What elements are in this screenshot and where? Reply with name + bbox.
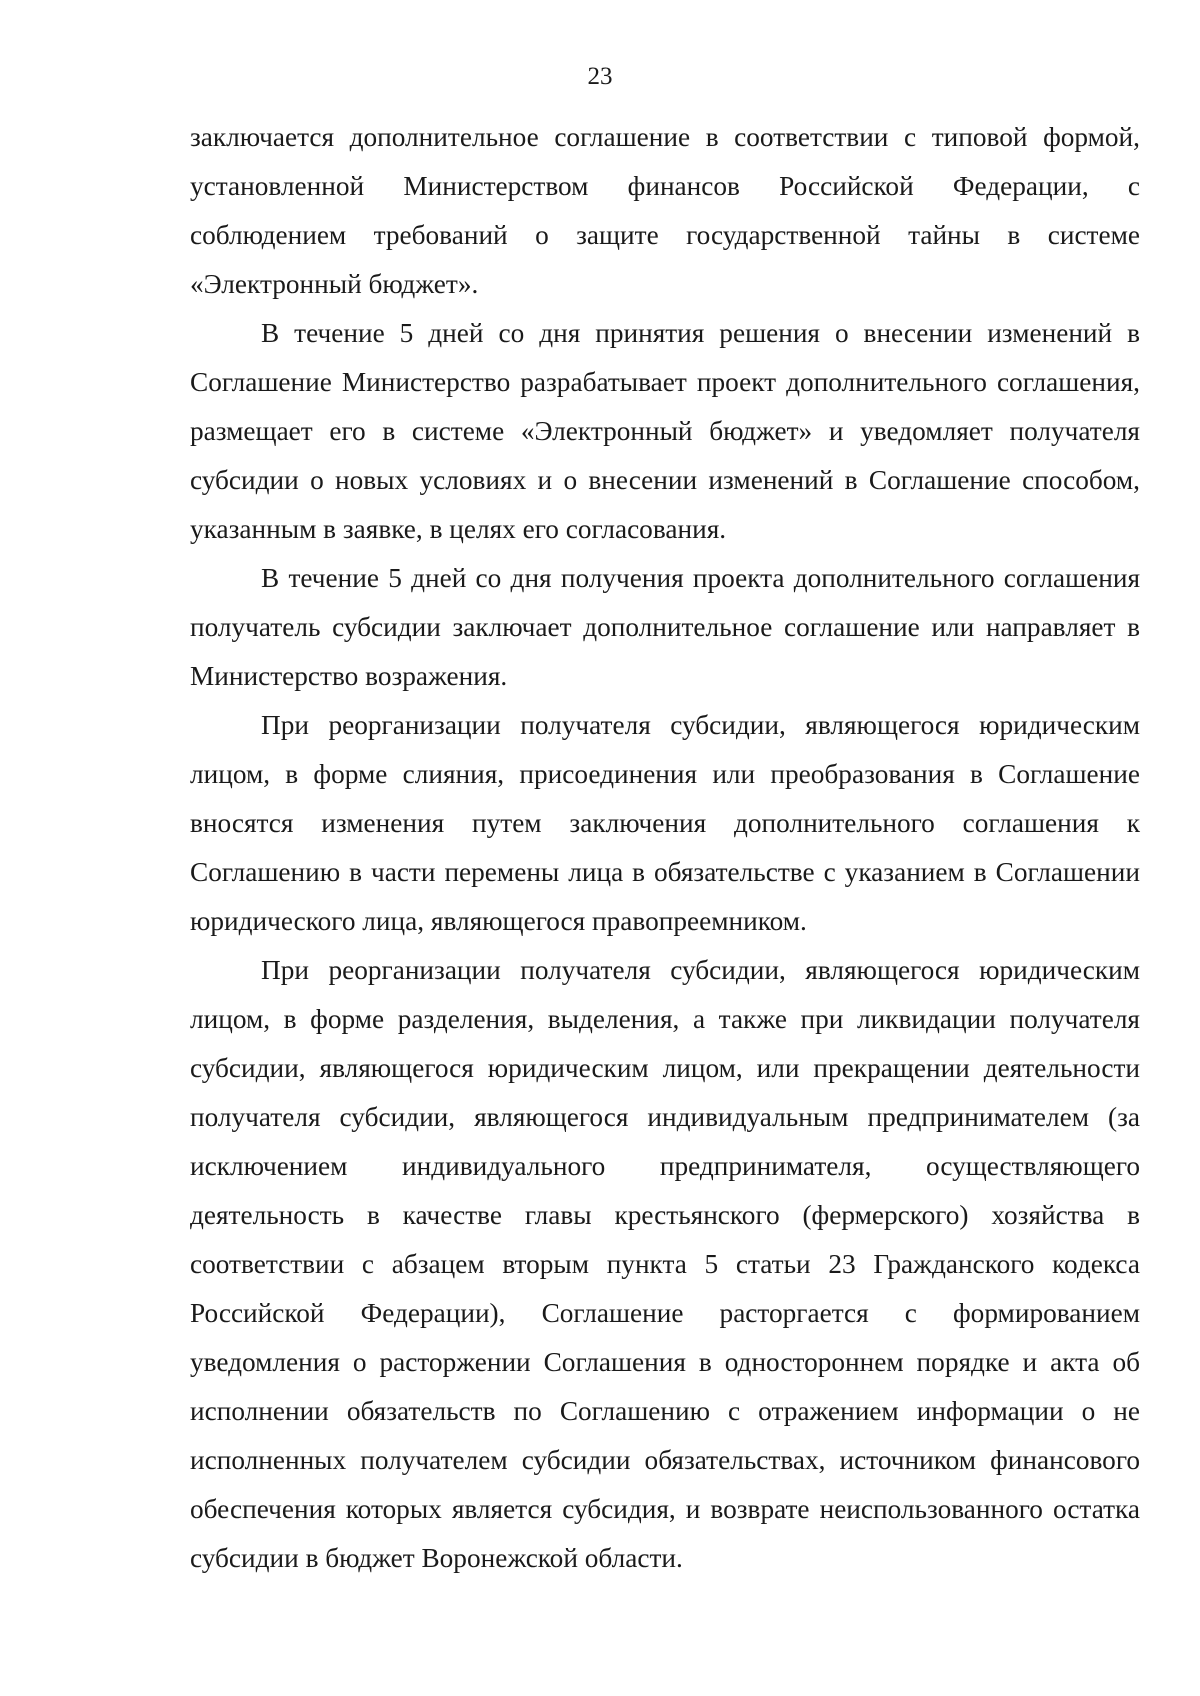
paragraph-recipient-response: В течение 5 дней со дня получения проекта дополнительного соглашения получатель субсидии заключает дополнительное соглашение или направляет в Министерство возражения. [190, 563, 1140, 691]
document-body [190, 113, 1140, 1583]
paragraph-continuation: заключается дополнительное соглашение в соответствии с типовой формой, установленной Министерством финансов Российской Федерации, с соблюдением требований о защите государственной тайны в системе «Электронный бюджет». [190, 122, 1140, 299]
paragraph-reorganization-termination: При реорганизации получателя субсидии, являющегося юридическим лицом, в форме разделения, выделения, а также при ликвидации получателя субсидии, являющегося юридическим лицом, или прекращении деятельности получателя субсидии, являющегося индивидуальным предпринимателем (за исключением индивидуального предпринимателя, осуществляющего деятельность в качестве главы крестьянского (фермерского) хозяйства в соответствии с абзацем вторым пункта 5 статьи 23 Гражданского кодекса Российской Федерации), Соглашение расторгается с формированием уведомления о расторжении Соглашения в одностороннем порядке и акта об исполнении обязательств по Соглашению с отражением информации о не исполненных получателем субсидии обязательствах, источником финансового обеспечения которых является субсидия, и возврате неиспользованного остатка субсидии в бюджет Воронежской области. [190, 955, 1140, 1573]
paragraph-reorganization-merger: При реорганизации получателя субсидии, являющегося юридическим лицом, в форме слияния, присоединения или преобразования в Соглашение вносятся изменения путем заключения дополнительного соглашения к Соглашению в части перемены лица в обязательстве с указанием в Соглашении юридического лица, являющегося правопреемником. [190, 710, 1140, 936]
paragraph-amendment-timeline: В течение 5 дней со дня принятия решения о внесении изменений в Соглашение Министерство разрабатывает проект дополнительного соглашения, размещает его в системе «Электронный бюджет» и уведомляет получателя субсидии о новых условиях и о внесении изменений в Соглашение способом, указанным в заявке, в целях его согласования. [190, 318, 1140, 544]
page-number: 23 [587, 63, 613, 90]
